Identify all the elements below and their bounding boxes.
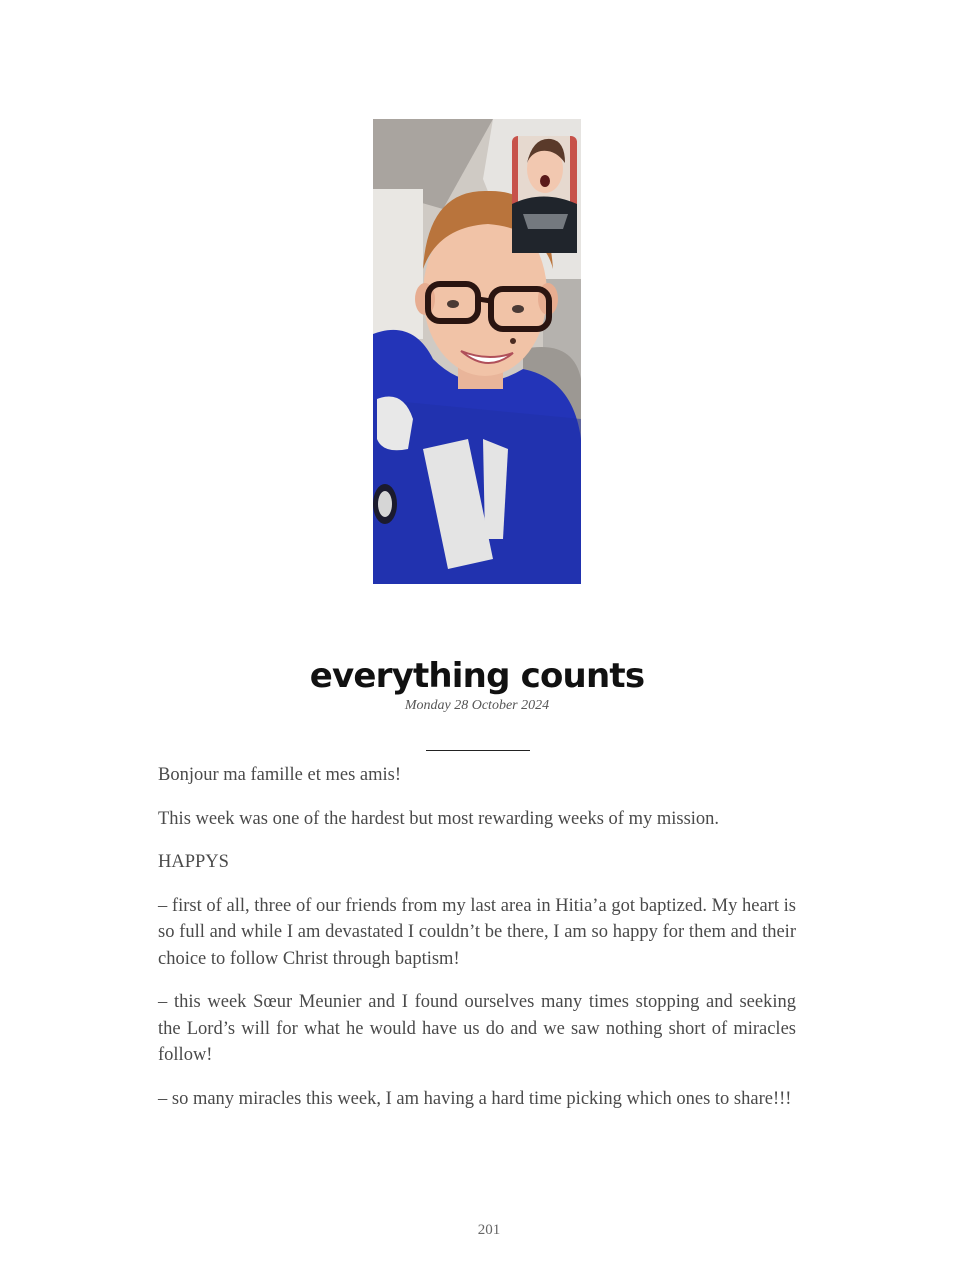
- video-call-photo: [373, 119, 581, 584]
- article-body: [158, 762, 796, 1129]
- paragraph-seeking-lord: – this week Sœur Meunier and I found ourselves many times stopping and seeking the Lord’s will for what he would have us do and we saw nothing short of miracles follow!: [158, 992, 796, 1065]
- article-title: everything counts: [309, 656, 645, 696]
- paragraph-miracles: – so many miracles this week, I am having a hard time picking which ones to share!!!: [158, 1088, 792, 1109]
- title-divider: [426, 750, 530, 751]
- paragraph-baptisms: – first of all, three of our friends from my last area in Hitia’a got baptized. My heart is so full and while I am devastated I couldn’t be there, I am so happy for them and their choice to follow Christ through baptism!: [158, 895, 796, 969]
- paragraph-intro: This week was one of the hardest but most rewarding weeks of my mission.: [158, 808, 720, 829]
- paragraph-happys-heading: HAPPYS: [158, 852, 229, 872]
- paragraph-greeting: Bonjour ma famille et mes amis!: [158, 765, 402, 785]
- article-date: Monday 28 October 2024: [404, 698, 550, 713]
- page-number: 201: [477, 1222, 501, 1238]
